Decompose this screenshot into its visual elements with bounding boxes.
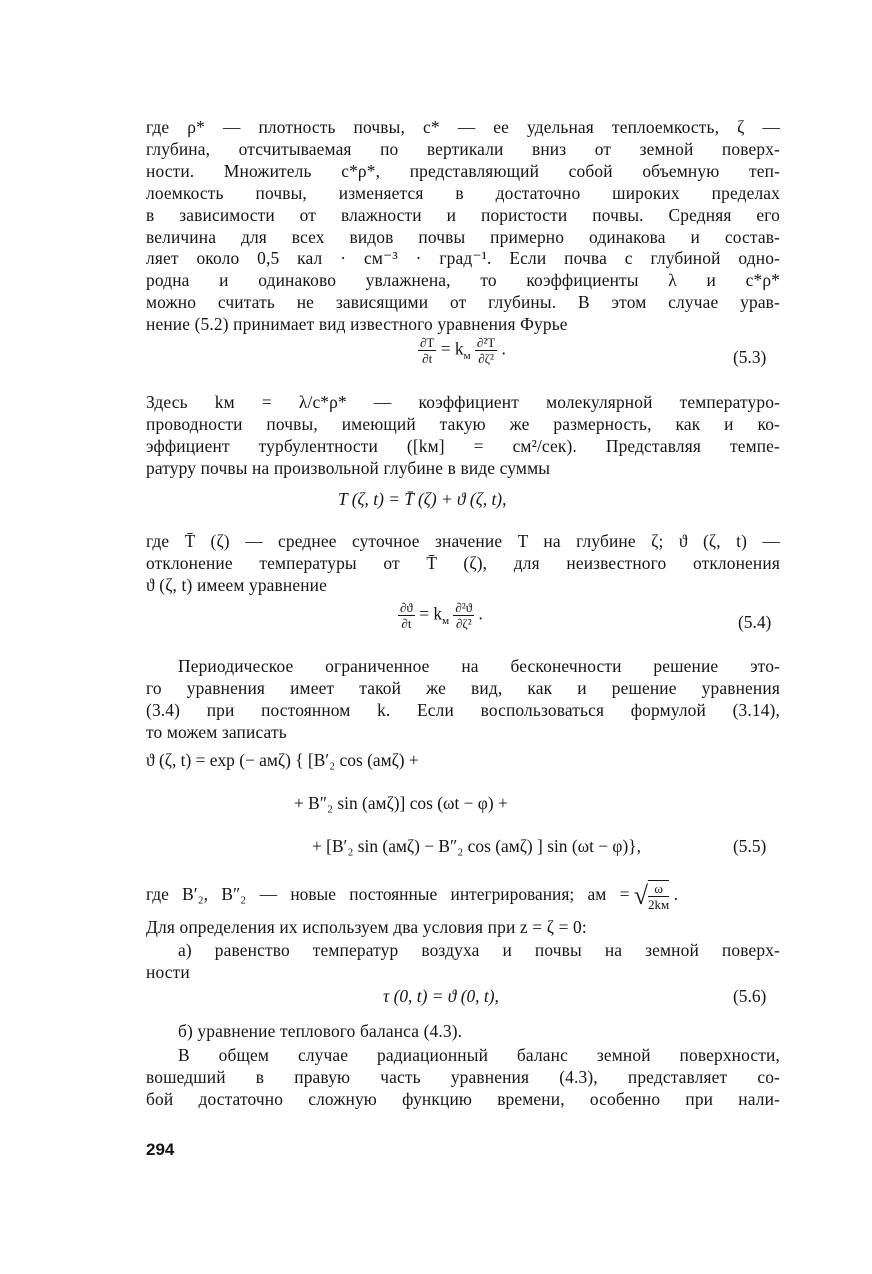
text-line: где ρ* — плотность почвы, c* — ее удельная теплоемкость, ζ — xyxy=(146,117,780,137)
paragraph-periodic-solution xyxy=(146,656,780,744)
text-line: эффициент турбулентности ([kм] = см²/сек). Представляя темпе- xyxy=(146,435,780,456)
fraction: $\frac{\partial T}{\partial t}$ xyxy=(420,335,435,366)
text-line: отклонение температуры от T̄ (ζ), для неизвестного отклонения xyxy=(146,552,780,573)
equation-number: (5.3) xyxy=(733,347,767,367)
text-line: нение (5.2) принимает вид известного уравнения Фурье xyxy=(146,314,568,335)
text-line: (3.4) при постоянном k. Если воспользоваться формулой (3.14), xyxy=(146,699,780,720)
text-line: В общем случае радиационный баланс земной поверхности, xyxy=(178,1045,780,1065)
text-line: ляет около 0,5 кал · см⁻³ · град⁻¹. Если почва с глубиной одно- xyxy=(146,248,780,269)
text-line: ности xyxy=(146,961,190,982)
text-line: то можем записать xyxy=(146,721,287,742)
paragraph-deviation xyxy=(146,531,780,597)
text-line: ϑ (ζ, t) имеем уравнение xyxy=(146,574,327,595)
text-line: ности. Множитель c*ρ*, представляющий собой объемную теп- xyxy=(146,160,780,181)
equation-5-6: τ (0, t) = ϑ (0, t), xyxy=(383,986,499,1006)
equation-temperature-sum: T (ζ, t) = T̄ (ζ) + ϑ (ζ, t), xyxy=(338,489,507,509)
equation-5-4: $\frac{\partial ϑ}{\partial t}$ = $k_м$ $\frac{\text{∂²ϑ}}{\text{∂ζ²}}$ . xyxy=(400,600,483,631)
fraction: $\frac{\text{∂²T}}{\text{∂ζ²}}$ xyxy=(476,335,496,366)
text-line: где T̄ (ζ) — среднее суточное значение T на глубине ζ; ϑ (ζ, t) — xyxy=(146,531,780,551)
text-line: проводности почвы, имеющий такую же размерность, как и ко- xyxy=(146,413,780,434)
text-line: величина для всех видов почвы примерно одинакова и состав- xyxy=(146,226,780,247)
paragraph-condition-b xyxy=(146,1021,780,1043)
text-line: ратуру почвы на произвольной глубине в виде суммы xyxy=(146,457,551,478)
text-line: Для определения их используем два условия при z = ζ = 0: xyxy=(146,917,587,937)
paragraph-radiation-balance xyxy=(146,1045,780,1111)
text-line: Периодическое ограниченное на бесконечности решение это- xyxy=(178,656,780,676)
text-line: лоемкость почвы, изменяется в достаточно широких пределах xyxy=(146,182,780,203)
text-line: вошедший в правую часть уравнения (4.3), представляет со- xyxy=(146,1066,780,1087)
text-line: можно считать не зависящими от глубины. В этом случае урав- xyxy=(146,292,780,313)
paragraph-density-definition xyxy=(146,117,780,336)
square-root: √ $\frac{\omega}{2kм}$ xyxy=(633,881,670,912)
text-line: б) уравнение теплового баланса (4.3). xyxy=(178,1021,463,1041)
text-line: в зависимости от влажности и пористости почвы. Средняя его xyxy=(146,204,780,225)
equation-5-5-line-2: + B″₂ sin (aмζ)] cos (ωt − φ) + xyxy=(294,793,508,813)
paragraph-condition-a xyxy=(146,940,780,984)
equation-5-5-line-3: + [B′₂ sin (aмζ) − B″₂ cos (aмζ) ] sin (ωt − φ)}, xyxy=(312,836,641,856)
paragraph-constants: где B′₂, B″₂ — новые постоянные интегрирования; aм = √ $\frac{\omega}{2kм}$ . xyxy=(146,881,678,912)
paragraph-conditions xyxy=(146,917,780,939)
text-line: а) равенство температур воздуха и почвы на земной поверх- xyxy=(178,940,780,960)
fraction: $\frac{\partial ϑ}{\partial t}$ xyxy=(400,600,413,631)
text-line: го уравнения имеет такой же вид, как и решение уравнения xyxy=(146,677,780,698)
page-number: 294 xyxy=(146,1140,175,1159)
text-line: бой достаточно сложную функцию времени, особенно при нали- xyxy=(146,1088,780,1109)
equation-5-3: $\frac{\partial T}{\partial t}$ = $k_м$ $\frac{\text{∂²T}}{\text{∂ζ²}}$ . xyxy=(420,335,506,366)
paragraph-diffusivity xyxy=(146,392,780,480)
equation-number: (5.6) xyxy=(733,986,767,1006)
equation-number: (5.5) xyxy=(733,836,767,856)
equation-5-5-line-1: ϑ (ζ, t) = exp (− aмζ) { [B′₂ cos (aмζ) + xyxy=(146,750,419,770)
text-line: глубина, отсчитываемая по вертикали вниз от земной поверх- xyxy=(146,138,780,159)
text-line: родна и одинаково увлажнена, то коэффициенты λ и c*ρ* xyxy=(146,270,780,291)
equation-number: (5.4) xyxy=(738,612,772,632)
fraction: $\frac{\text{∂²ϑ}}{\text{∂ζ²}}$ xyxy=(455,600,473,631)
text-line: Здесь kм = λ/c*ρ* — коэффициент молекулярной температуро- xyxy=(146,392,780,412)
